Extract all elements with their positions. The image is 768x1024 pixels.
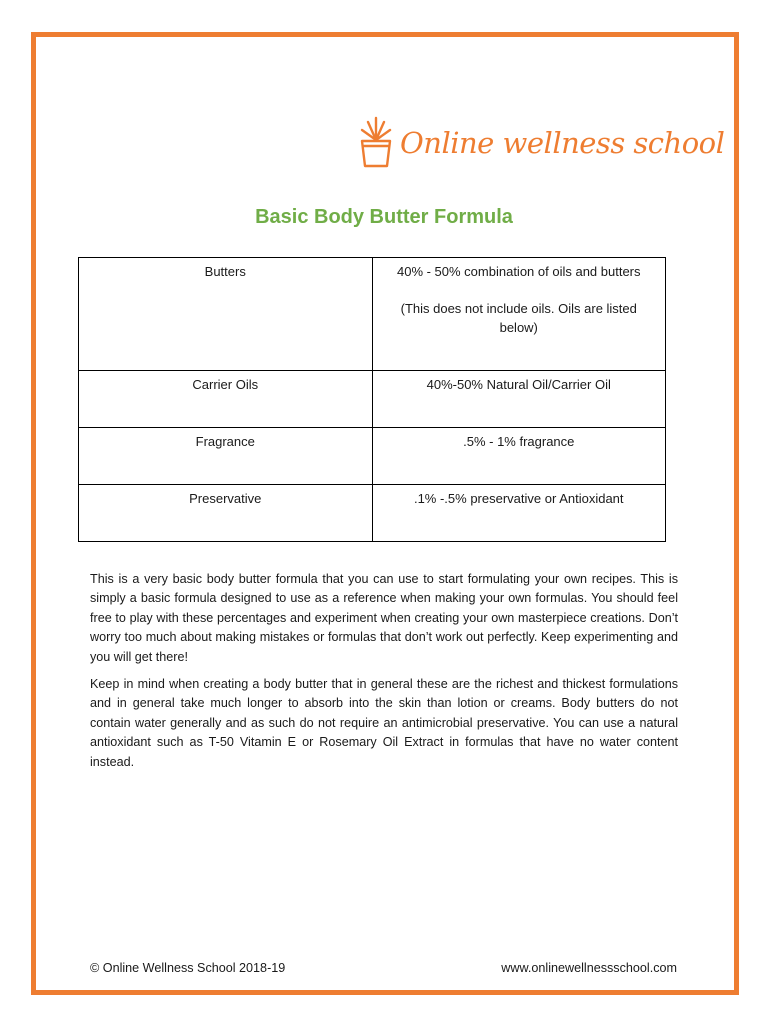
table-row <box>79 485 666 542</box>
formula-table <box>78 257 666 542</box>
amount-note: (This does not include oils. Oils are listed below) <box>400 301 637 335</box>
ingredient-cell: Carrier Oils <box>79 371 373 428</box>
ingredient-cell: Fragrance <box>79 428 373 485</box>
amount-cell: 40%-50% Natural Oil/Carrier Oil <box>372 371 666 428</box>
paragraph: Keep in mind when creating a body butter that in general these are the richest and thickest formulations and in general take much longer to absorb into the skin than lotion or creams. Body butters do not contain water generally and as such do not require an antimicrobial preservative. You can use a natural antioxidant such as T-50 Vitamin E or Rosemary Oil Extract in formulas that have no water content instead. <box>90 677 678 769</box>
body-text <box>90 570 678 780</box>
footer-copyright: © Online Wellness School 2018-19 <box>90 961 286 975</box>
ingredient-cell: Preservative <box>79 485 373 542</box>
paragraph: This is a very basic body butter formula that you can use to start formulating your own recipes. This is simply a basic formula designed to use as a reference when making your own formulas. You should feel free to play with these percentages and experiment when creating your own masterpiece creations. Don’t worry too much about making mistakes or formulas that don’t work out perfectly. Keep experimenting and you will get there! <box>90 572 678 664</box>
potted-plant-icon <box>358 114 394 172</box>
amount-cell: .5% - 1% fragrance <box>372 428 666 485</box>
amount-cell: .1% -.5% preservative or Antioxidant <box>372 485 666 542</box>
table-row <box>79 258 666 371</box>
document-title: Basic Body Butter Formula <box>255 206 513 228</box>
brand-name: Online wellness school <box>400 126 725 160</box>
amount-text: 40% - 50% combination of oils and butters <box>396 264 641 279</box>
amount-cell <box>372 258 666 371</box>
ingredient-cell: Butters <box>79 258 373 371</box>
table-row <box>79 428 666 485</box>
footer-website-link[interactable]: www.onlinewellnessschool.com <box>501 961 677 975</box>
table-row <box>79 371 666 428</box>
brand-logo <box>358 113 724 173</box>
